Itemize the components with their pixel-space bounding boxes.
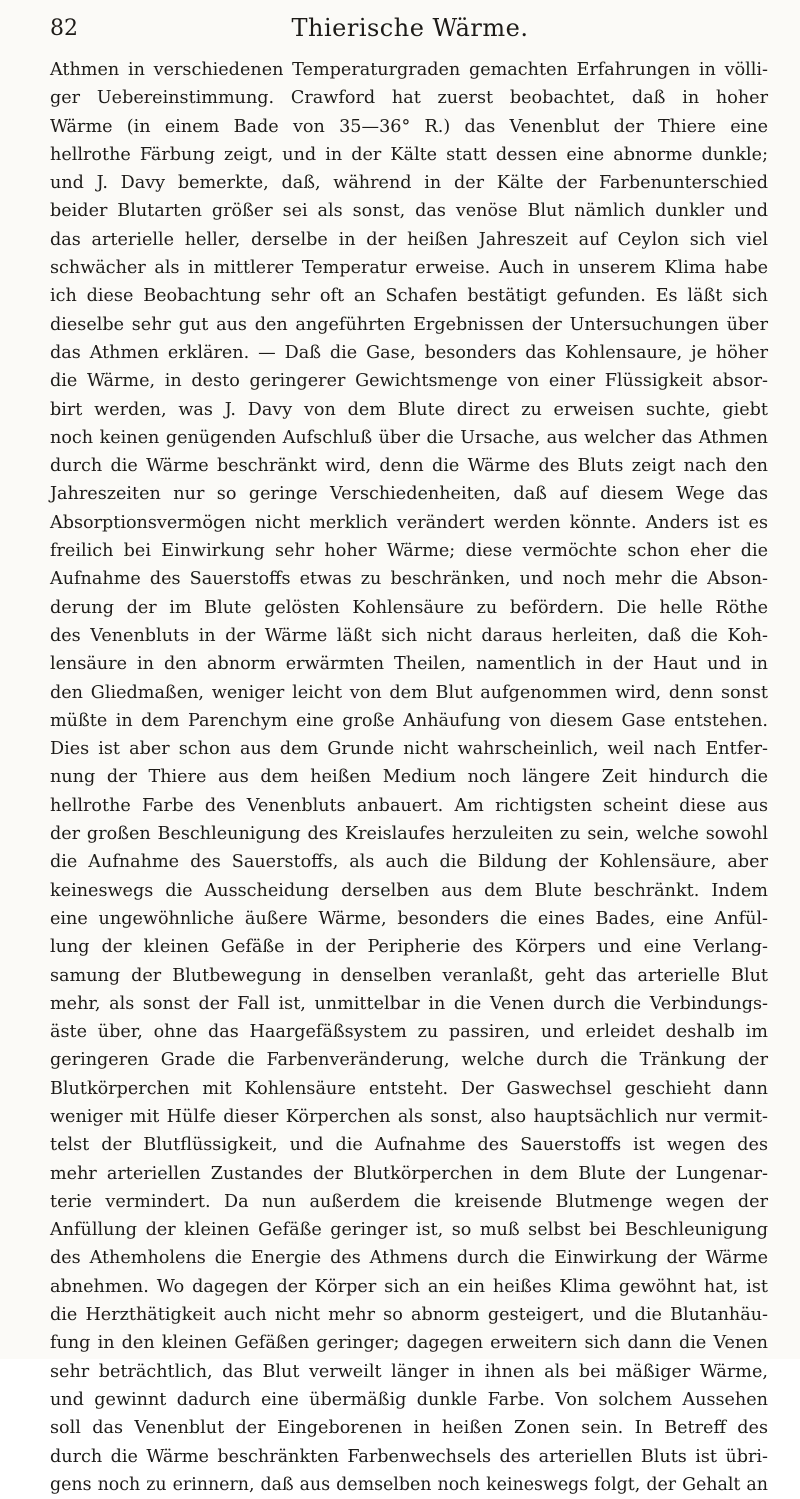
running-head-title: Thierische Wärme. — [291, 14, 529, 42]
running-head — [50, 10, 770, 50]
text-line: sehr beträchtlich, das Blut verweilt länger in ihnen als bei mäßiger Wärme, — [50, 1361, 768, 1382]
text-line: ger Uebereinstimmung. Crawford hat zuerst beobachtet, daß in hoher — [50, 88, 768, 109]
text-line: das Athmen erklären. — Daß die Gase, besonders das Kohlensaure, je höher — [50, 342, 768, 363]
text-line: äste über, ohne das Haargefäßsystem zu passiren, und erleidet deshalb im — [50, 1022, 768, 1043]
text-line: derung der im Blute gelösten Kohlensäure zu befördern. Die helle Röthe — [50, 597, 768, 618]
text-line: des Athemholens die Energie des Athmens durch die Einwirkung der Wärme — [50, 1248, 768, 1269]
text-line: Dies ist aber schon aus dem Grunde nicht wahrscheinlich, weil nach Entfer- — [50, 739, 768, 760]
text-line: freilich bei Einwirkung sehr hoher Wärme; diese vermöchte schon eher die — [50, 541, 768, 562]
text-line: schwächer als in mittlerer Temperatur erweise. Auch in unserem Klima habe — [50, 258, 768, 279]
text-line: lung der kleinen Gefäße in der Peripherie des Körpers und eine Verlang- — [50, 937, 768, 958]
text-line: soll das Venenblut der Eingeborenen in heißen Zonen sein. In Betreff des — [50, 1418, 768, 1439]
text-line: hellrothe Farbe des Venenbluts anbauert. Am richtigsten scheint diese aus — [50, 795, 768, 816]
text-line: nung der Thiere aus dem heißen Medium noch längere Zeit hindurch die — [50, 767, 768, 788]
text-line: Blutkörperchen mit Kohlensäure entsteht. Der Gaswechsel geschieht dann — [50, 1078, 768, 1099]
text-line: telst der Blutflüssigkeit, und die Aufnahme des Sauerstoffs ist wegen des — [50, 1135, 768, 1156]
text-line: keineswegs die Ausscheidung derselben aus dem Blute beschränkt. Indem — [50, 880, 768, 901]
text-line: die Aufnahme des Sauerstoffs, als auch die Bildung der Kohlensäure, aber — [50, 852, 768, 873]
text-line: weniger mit Hülfe dieser Körperchen als sonst, also hauptsächlich nur vermit- — [50, 1106, 768, 1127]
text-line: lensäure in den abnorm erwärmten Theilen, namentlich in der Haut und in — [50, 654, 768, 675]
text-line: durch die Wärme beschränkten Farbenwechsels des arteriellen Bluts ist übri- — [50, 1446, 768, 1467]
text-line: noch keinen genügenden Aufschluß über die Ursache, aus welcher das Athmen — [50, 427, 768, 448]
text-line: terie vermindert. Da nun außerdem die kreisende Blutmenge wegen der — [50, 1191, 768, 1212]
text-line: dieselbe sehr gut aus den angeführten Ergebnissen der Untersuchungen über — [50, 314, 768, 335]
text-line: gens noch zu erinnern, daß aus demselben noch keineswegs folgt, der Gehalt an — [50, 1474, 768, 1495]
text-line: Wärme (in einem Bade von 35—36° R.) das Venenblut der Thiere eine — [50, 116, 768, 137]
text-line: die Wärme, in desto geringerer Gewichtsmenge von einer Flüssigkeit absor- — [50, 371, 768, 392]
text-line: eine ungewöhnliche äußere Wärme, besonders die eines Bades, eine Anfül- — [50, 908, 768, 929]
text-line: Aufnahme des Sauerstoffs etwas zu beschränken, und noch mehr die Abson- — [50, 569, 768, 590]
page-number: 82 — [50, 16, 78, 41]
text-line: Athmen in verschiedenen Temperaturgraden gemachten Erfahrungen in völli- — [50, 60, 768, 80]
text-line: beider Blutarten größer sei als sonst, das venöse Blut nämlich dunkler und — [50, 201, 768, 222]
text-line: die Herzthätigkeit auch nicht mehr so abnorm gesteigert, und die Blutanhäu- — [50, 1305, 768, 1326]
text-line: durch die Wärme beschränkt wird, denn die Wärme des Bluts zeigt nach den — [50, 456, 768, 477]
text-line: samung der Blutbewegung in denselben veranlaßt, geht das arterielle Blut — [50, 965, 768, 986]
text-line: Anfüllung der kleinen Gefäße geringer ist, so muß selbst bei Beschleunigung — [50, 1220, 768, 1241]
text-line: Jahreszeiten nur so geringe Verschiedenheiten, daß auf diesem Wege das — [50, 484, 768, 505]
text-line: und gewinnt dadurch eine übermäßig dunkle Farbe. Von solchem Aussehen — [50, 1389, 768, 1410]
text-line: hellrothe Färbung zeigt, und in der Kälte statt dessen eine abnorme dunkle; — [50, 144, 768, 165]
text-line: birt werden, was J. Davy von dem Blute direct zu erweisen suchte, giebt — [50, 399, 768, 420]
text-line: geringeren Grade die Farbenveränderung, welche durch die Tränkung der — [50, 1050, 768, 1071]
text-line: müßte in dem Parenchym eine große Anhäufung von diesem Gase entstehen. — [50, 710, 768, 731]
text-line: des Venenbluts in der Wärme läßt sich nicht daraus herleiten, daß die Koh- — [50, 625, 768, 646]
text-line: mehr, als sonst der Fall ist, unmittelbar in die Venen durch die Verbindungs- — [50, 993, 768, 1014]
text-line: und J. Davy bemerkte, daß, während in der Kälte der Farbenunterschied — [50, 173, 768, 194]
text-line: den Gliedmaßen, weniger leicht von dem Blut aufgenommen wird, denn sonst — [50, 682, 768, 703]
text-line: Absorptionsvermögen nicht merklich verändert werden könnte. Anders ist es — [50, 512, 768, 533]
text-line: mehr arteriellen Zustandes der Blutkörperchen in dem Blute der Lungenar- — [50, 1163, 768, 1184]
text-line: fung in den kleinen Gefäßen geringer; dagegen erweitern sich dann die Venen — [50, 1333, 768, 1354]
text-line: der großen Beschleunigung des Kreislaufes herzuleiten zu sein, welche sowohl — [50, 824, 768, 845]
text-line: ich diese Beobachtung sehr oft an Schafen bestätigt gefunden. Es läßt sich — [50, 286, 768, 307]
text-line: das arterielle heller, derselbe in der heißen Jahreszeit auf Ceylon sich viel — [50, 229, 768, 250]
body-text — [50, 56, 768, 1495]
text-line: abnehmen. Wo dagegen der Körper sich an ein heißes Klima gewöhnt hat, ist — [50, 1276, 768, 1297]
